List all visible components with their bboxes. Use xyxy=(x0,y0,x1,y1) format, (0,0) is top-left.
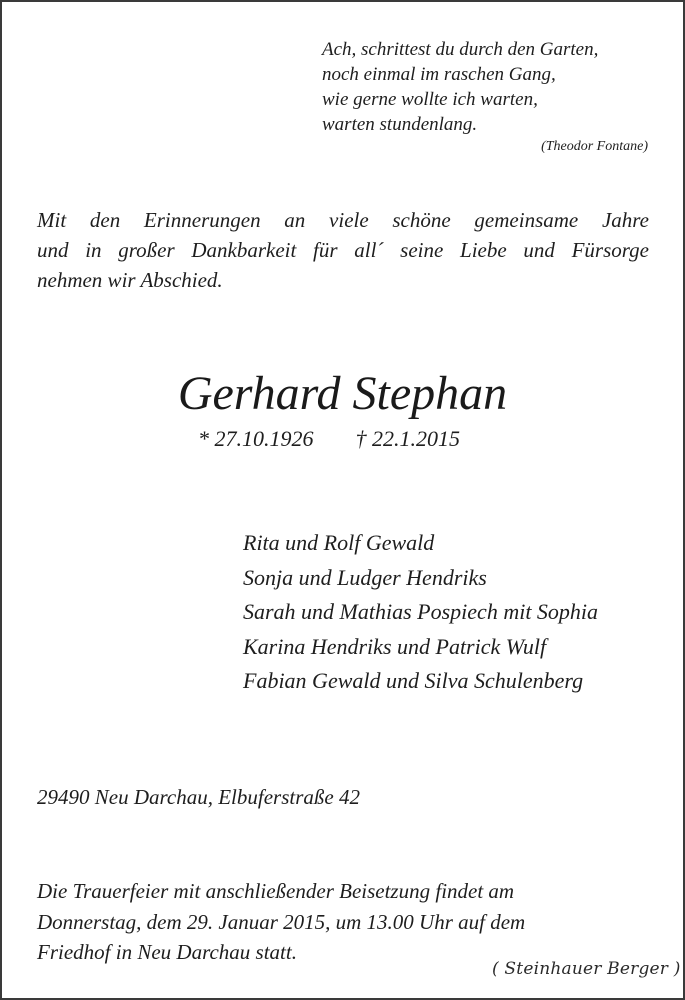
poem-line: wie gerne wollte ich warten, xyxy=(322,89,538,110)
mourners-list xyxy=(243,526,598,699)
mourner: Sonja und Ludger Hendriks xyxy=(243,564,487,590)
poem-line: Ach, schrittest du durch den Garten, xyxy=(322,39,599,60)
poem xyxy=(322,37,652,157)
intro-line: und in großer Dankbarkeit für all´ seine Liebe und Fürsorge xyxy=(37,238,649,262)
intro-line: nehmen wir Abschied. xyxy=(37,268,223,292)
birth-date: * 27.10.1926 xyxy=(198,426,314,451)
mourner: Fabian Gewald und Silva Schulenberg xyxy=(243,668,584,693)
funeral-line: Friedhof in Neu Darchau statt. xyxy=(37,940,297,964)
intro-line: Mit den Erinnerungen an viele schöne gemeinsame Jahre xyxy=(37,208,649,232)
mourner: Sarah und Mathias Pospiech mit Sophia xyxy=(243,599,599,624)
poem-author: (Theodor Fontane) xyxy=(541,139,648,154)
mourner: Karina Hendriks und Patrick Wulf xyxy=(243,633,547,659)
life-dates xyxy=(198,424,460,454)
funeral-notice xyxy=(37,876,525,968)
intro-text xyxy=(37,205,649,295)
stonemason-signature: ( Steinhauer Berger ) xyxy=(492,959,681,979)
death-date: † 22.1.2015 xyxy=(355,426,460,451)
poem-line: noch einmal im raschen Gang, xyxy=(322,64,556,85)
funeral-line: Donnerstag, dem 29. Januar 2015, um 13.00 Uhr auf dem xyxy=(37,909,526,934)
address: 29490 Neu Darchau, Elbuferstraße 42 xyxy=(37,785,360,809)
poem-line: warten stundenlang. xyxy=(322,114,478,135)
deceased-name: Gerhard Stephan xyxy=(177,367,508,420)
mourner: Rita und Rolf Gewald xyxy=(243,530,435,555)
funeral-line: Die Trauerfeier mit anschließender Beisetzung findet am xyxy=(37,879,515,903)
